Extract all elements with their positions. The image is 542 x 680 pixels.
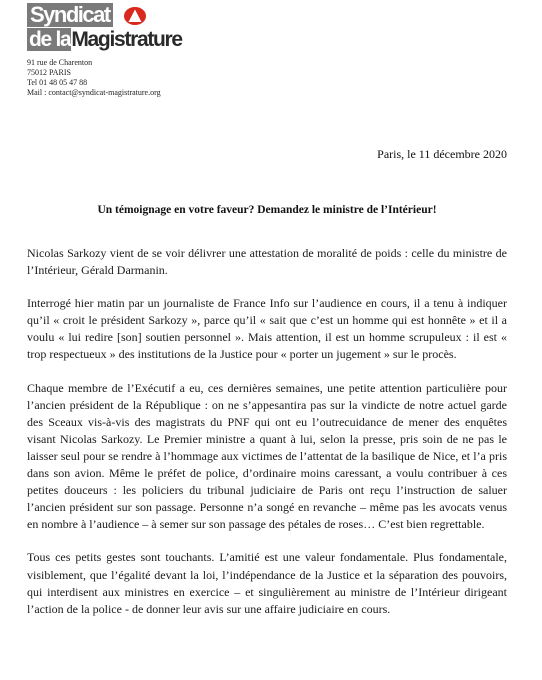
sender-address [27,58,161,98]
address-tel: Tel 01 48 05 47 88 [27,78,88,87]
press-release-body [27,245,507,634]
logo-text-main: Magistrature [71,28,182,51]
paragraph-1: Nicolas Sarkozy vient de se voir délivrer une attestation de moralité de poids : celle du ministre de l’Intérieur, Gérald Darmanin. [27,246,507,278]
logo-text-magistrature [27,28,182,52]
dateline: Paris, le 11 décembre 2020 [377,147,507,161]
triangle-in-circle-icon [123,6,147,26]
syndicat-logo [27,2,182,55]
paragraph-2: Interrogé hier matin par un journaliste de France Info sur l’audience en cours, il a tenu à indiquer qu’il « croit le président Sarkozy », parce qu’il « sait que c’est un homme qui est honnête » et il a voulu « lui redire [son] soutien personnel ». Mais attention, il est un homme scrupuleux : il est « trop respectueux » des institutions de la Justice pour « porter un jugement » sur le procès. [27,296,507,362]
paragraph-4: Tous ces petits gestes sont touchants. L’amitié est une valeur fondamentale. Plus fondamentale, visiblement, que l’égalité devant la loi, l’indépendance de la Justice et la séparation des pouvoirs, qui interdisent aux ministres en exercice – et singulièrement au ministre de l’Intérieur dirigeant l’action de la police - de donner leur avis sur une affaire judiciaire en cours. [27,550,507,616]
press-release-title: Un témoignage en votre faveur? Demandez le ministre de l’Intérieur! [97,204,437,216]
address-mail: Mail : contact@syndicat-magistrature.org [27,88,161,97]
logo-text-syndicat: Syndicat [27,3,113,27]
address-street: 91 rue de Charenton [27,58,93,67]
logo-text-de-la: de la [29,28,71,51]
address-city: 75012 PARIS [27,68,71,77]
paragraph-3: Chaque membre de l’Exécutif a eu, ces dernières semaines, une petite attention particulière pour l’ancien président de la République : on ne s’appesantira pas sur la vindicte de notre actuel garde des Sceaux vis-à-vis des magistrats du PNF qui ont eu l’outrecuidance de mener des enquêtes visant Nicolas Sarkozy. Le Premier ministre a quant à lui, selon la presse, pris soin de ne pas le laisser seul pour se rendre à l’hommage aux victimes de l’attentat de la basilique de Nice, et l’a pris dans son avion. Même le préfet de police, d’ordinaire moins caressant, a voulu contribuer à ces petites douceurs : les policiers du tribunal judiciaire de Paris ont reçu l’instruction de saluer l’ancien président sur son passage. Personne n’a songé en revanche – même pas les avocats venus en nombre à l’audience – à semer sur son passage des pétales de roses… C’est bien regrettable. [27,380,507,532]
